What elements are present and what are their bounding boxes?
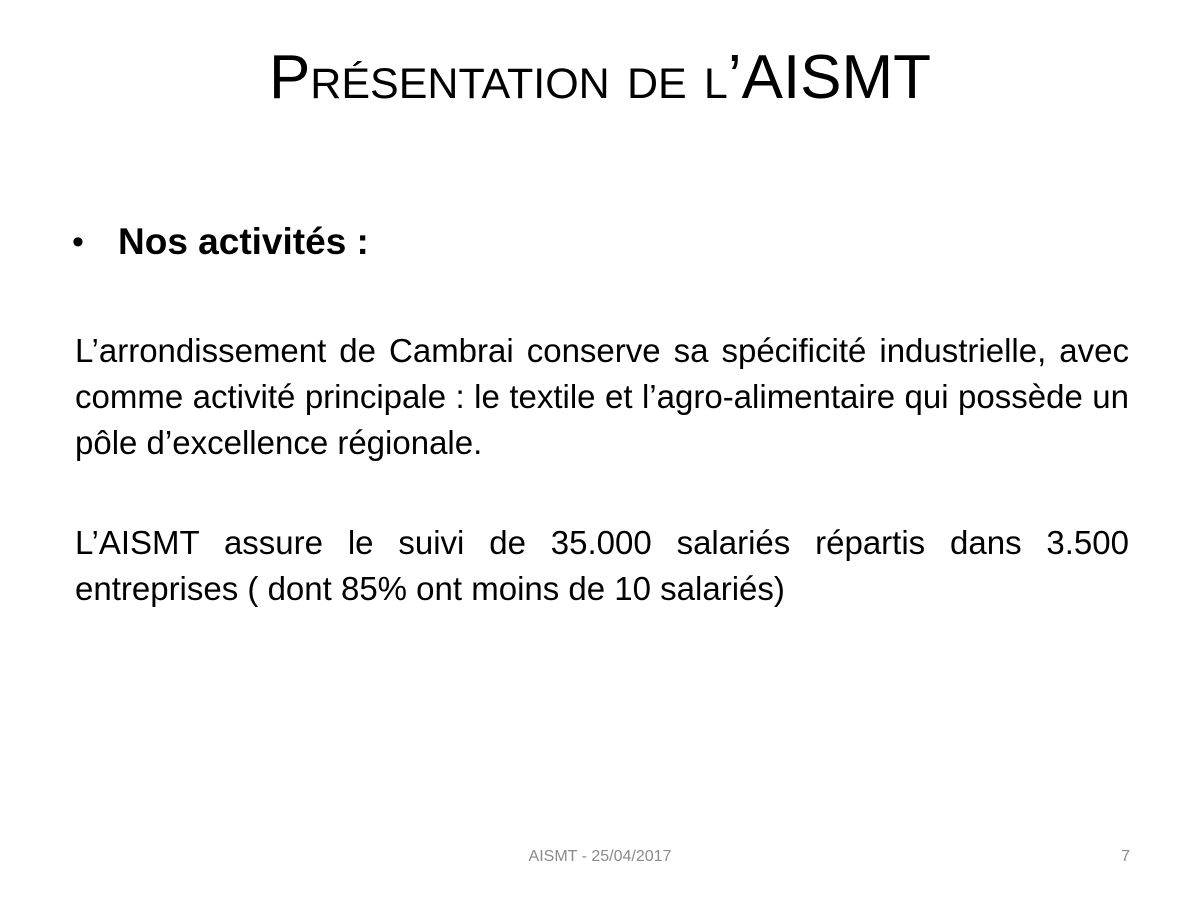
paragraph-statistics: L’AISMT assure le suivi de 35.000 salariés répartis dans 3.500 entreprises ( dont 85% ont moins de 10 salariés) (75, 524, 1129, 607)
slide-title: Présentation de l’AISMT (268, 43, 932, 112)
paragraph-activities: L’arrondissement de Cambrai conserve sa spécificité industrielle, avec comme activité principale : le textile et l’agro-alimentaire qui possède un pôle d’excellence régionale. (75, 332, 1129, 461)
bullet-item (72, 214, 369, 270)
bullet-heading: Nos activités : (118, 221, 369, 262)
page-number: 7 (1121, 848, 1130, 865)
bullet-icon: • (72, 223, 84, 261)
footer-date: AISMT - 25/04/2017 (528, 848, 672, 865)
